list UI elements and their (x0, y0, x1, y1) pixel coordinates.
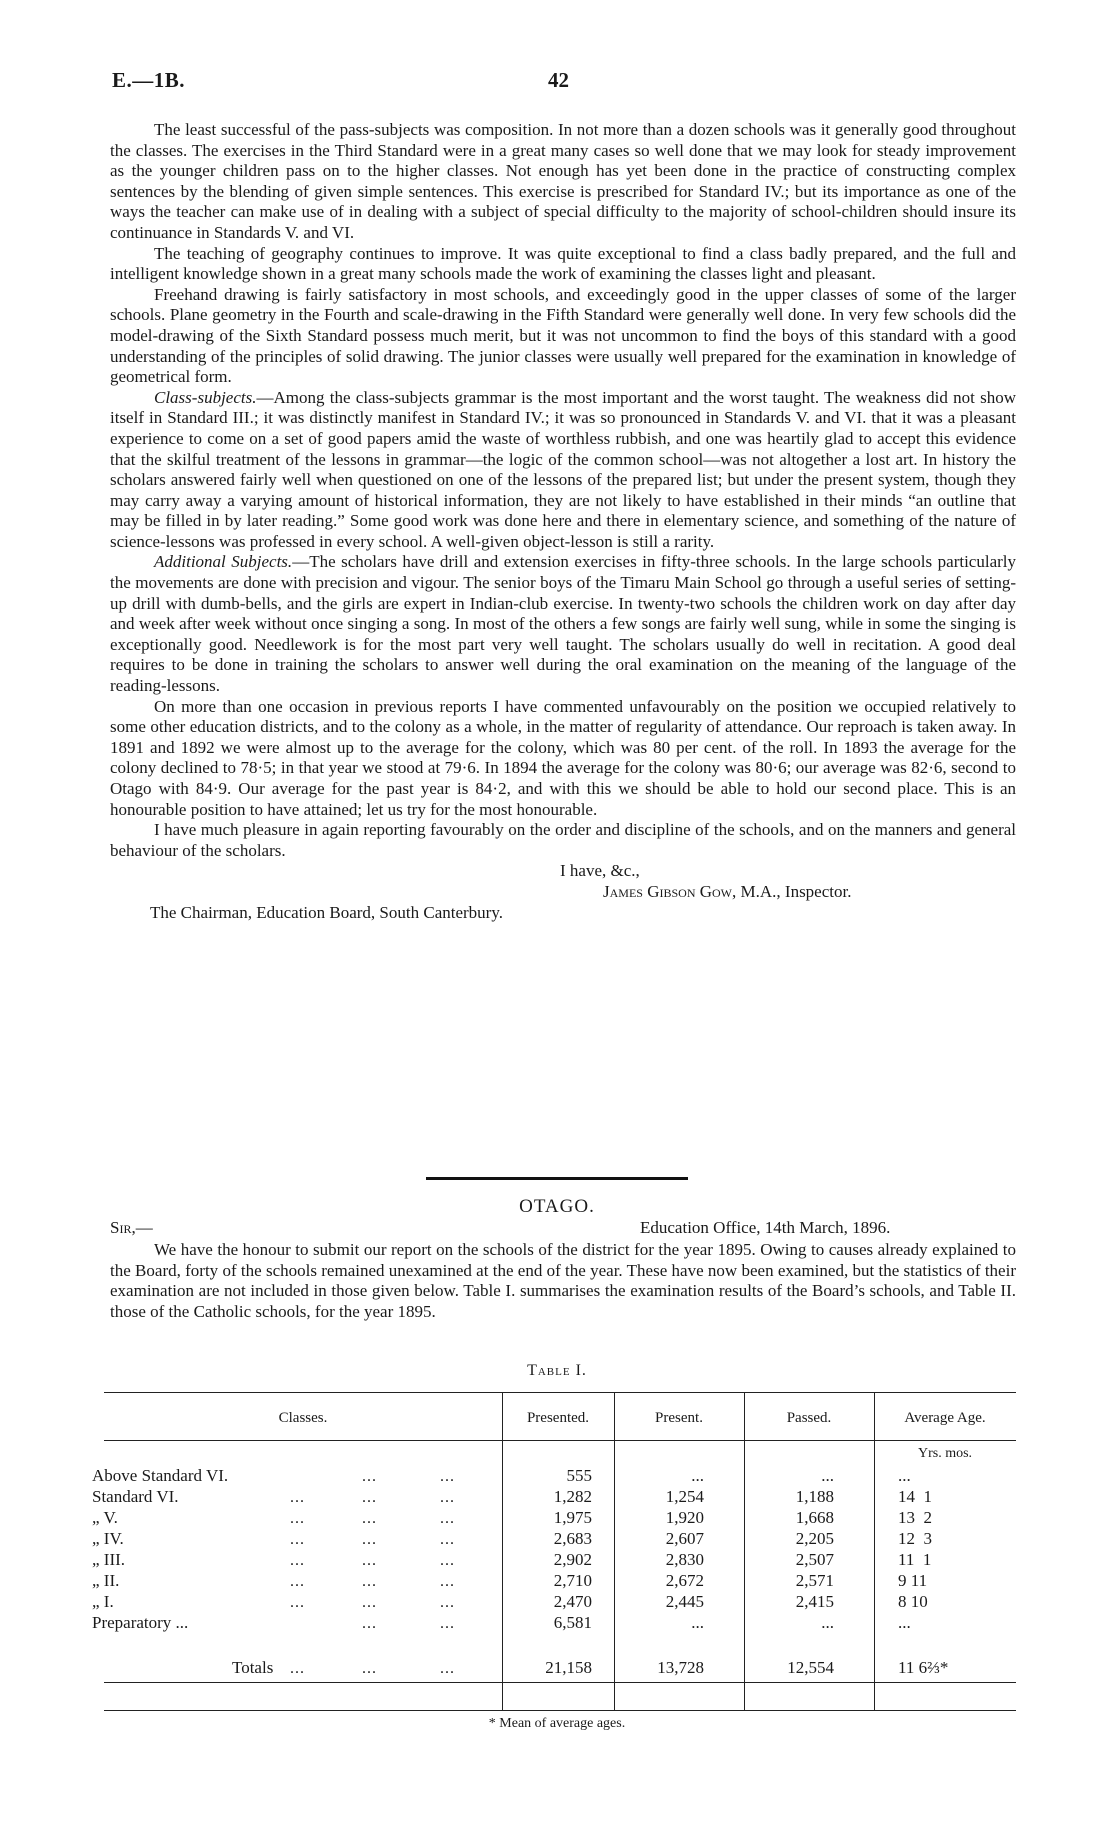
cell-presented: 555 (566, 1466, 592, 1485)
cell-passed: ... (821, 1613, 834, 1632)
section-divider (426, 1177, 688, 1180)
class-subjects-text: —Among the class-subjects grammar is the most important and the worst taught. The weakness did not show itself in Standard III.; it was distinctly manifest in Standard IV.; it was so pronounced in Standards V. and VI. that it was a pleasant experience to come on a set of good papers amid the waste of worthless rubbish, and one was heartily glad to accept this evidence that the skilful treatment of the lessons in grammar—the logic of the common school—was not altogether a lost art. In history the scholars answered fairly well when questioned on one of the lessons of the prepared list; but under the present system, though they may carry away a varying amount of historical information, they are not likely to have established in their minds “an outline that may be filled in by later reading.” Some good work was done here and there in elementary science, and something of the nature of science-lessons was professed in every school. A well-given object-lesson is still a rarity. (110, 387, 1016, 551)
page-number: 42 (548, 68, 569, 92)
cell-average-age: 13 2 (898, 1508, 932, 1527)
signature-title: , M.A., Inspector. (732, 881, 852, 901)
paragraph-geography: The teaching of geography continues to improve. It was quite exceptional to find a class badly prepared, and the full and intelligent knowledge shown in a great many schools made the work of examining the classes light and pleasant. (110, 243, 1016, 284)
paragraph-discipline: I have much pleasure in again reporting favourably on the order and discipline of the schools, and on the manners and general behaviour of the scholars. (110, 820, 1016, 860)
leader-dots: ... (440, 1552, 455, 1569)
header-presented: Presented. (526, 1410, 590, 1426)
cell-average-age: ... (898, 1613, 911, 1632)
row-label: „ V. (92, 1508, 118, 1527)
dateline: Education Office, 14th March, 1896. (640, 1218, 891, 1237)
cell-present: ... (691, 1466, 704, 1485)
cell-presented: 2,710 (553, 1571, 592, 1590)
row-label: „ I. (92, 1592, 114, 1611)
header-average-age: Average Age. (904, 1410, 986, 1426)
cell-present: 2,607 (665, 1529, 704, 1548)
cell-presented: 2,470 (553, 1592, 592, 1611)
otago-intro-paragraph: We have the honour to submit our report on the schools of the district for the year 1895. Owing to causes already explained to the Board, forty of the schools remained unexamined at the end of the year. These have now been examined, but the statistics of their examination are not included in those given below. Table I. summarises the examination results of the Board’s schools, and Table II. those of the Catholic schools, for the year 1895. (110, 1240, 1016, 1321)
cell-presented: 2,683 (553, 1529, 592, 1548)
signature-name: James Gibson Gow (603, 881, 733, 901)
cell-present: 2,830 (665, 1550, 704, 1569)
paragraph-class-subjects (110, 388, 1016, 553)
table-caption: Table I. (527, 1362, 587, 1379)
cell-present: 2,672 (665, 1571, 704, 1590)
leader-dots: ... (440, 1615, 455, 1632)
totals-passed: 12,554 (787, 1658, 834, 1677)
table-footnote: * Mean of average ages. (488, 1716, 626, 1731)
section-code: E.—1B. (112, 68, 186, 92)
leader-dots: ... (440, 1594, 455, 1611)
header-present: Present. (655, 1410, 703, 1426)
cell-presented: 6,581 (553, 1613, 592, 1632)
cell-presented: 2,902 (553, 1550, 592, 1569)
leader-dots: ... (362, 1573, 377, 1590)
cell-passed: 1,668 (795, 1508, 834, 1527)
cell-present: ... (691, 1613, 704, 1632)
totals-label: Totals (232, 1658, 274, 1677)
results-table (92, 1392, 1016, 1712)
leader-dots: ... (440, 1531, 455, 1548)
table-bottom-rule (104, 1710, 1016, 1711)
leader-dots: ... (362, 1552, 377, 1569)
signature-closing: I have, &c., (560, 861, 640, 881)
cell-average-age: 9 11 (898, 1571, 928, 1590)
totals-age: 11 6⅔* (898, 1658, 949, 1677)
row-label: Above Standard VI. (92, 1466, 229, 1485)
leader-dots: ... (290, 1489, 305, 1506)
leader-dots: ... (362, 1489, 377, 1506)
cell-present: 2,445 (665, 1592, 704, 1611)
paragraph-attendance: On more than one occasion in previous reports I have commented unfavourably on the position we occupied relatively to some other education districts, and to the colony as a whole, in the matter of regularity of attendance. Our reproach is taken away. In 1891 and 1892 we were almost up to the average for the colony, which was 80 per cent. of the roll. In 1893 the average for the colony declined to 78·5; in that year we stood at 79·6. In 1894 the average for the colony was 80·6; our average was 82·6, second to Otago with 84·9. Our average for the past year is 84·2, and with this we should be able to hold our second place. This is an honourable position to have attained; let us try for the most honourable. (110, 696, 1016, 819)
leader-dots: ... (290, 1660, 305, 1677)
totals-presented: 21,158 (545, 1658, 592, 1677)
leader-dots: ... (290, 1594, 305, 1611)
leader-dots: ... (440, 1489, 455, 1506)
cell-average-age: ... (898, 1466, 911, 1485)
paragraph-additional-subjects (110, 552, 1016, 696)
cell-average-age: 14 1 (898, 1487, 932, 1506)
cell-average-age: 12 3 (898, 1529, 932, 1548)
cell-passed: ... (821, 1466, 834, 1485)
header-classes: Classes. (278, 1410, 328, 1426)
leader-dots: ... (362, 1510, 377, 1527)
paragraph-composition: The least successful of the pass-subjects was composition. In not more than a dozen schools was it generally good throughout the classes. The exercises in the Third Standard were in a great many cases so well done that we may look for steady improvement as the younger children pass on to the higher classes. Not enough has yet been done in the practice of constructing complex sentences by the blending of given simple sentences. This exercise is prescribed for Standard IV.; but its importance as one of the ways the teacher can make use of in dealing with a subject of special difficulty to the majority of school-children should insure its continuance in Standards V. and VI. (110, 120, 1016, 242)
row-label: „ IV. (92, 1529, 124, 1548)
row-label: „ II. (92, 1571, 120, 1590)
paragraph-drawing: Freehand drawing is fairly satisfactory in most schools, and exceedingly good in the upper classes of some of the larger schools. Plane geometry in the Fourth and scale-drawing in the Fifth Standard were generally well done. In very few schools did the model-drawing of the Sixth Standard possess much merit, but it was not uncommon to find the boys of this standard with a good understanding of the principles of solid drawing. The junior classes were usually well prepared for the examination in knowledge of geometrical form. (110, 284, 1016, 387)
leader-dots: ... (440, 1510, 455, 1527)
cell-present: 1,920 (665, 1508, 704, 1527)
cell-average-age: 11 1 (898, 1550, 932, 1569)
report-body (110, 120, 1016, 923)
cell-passed: 2,507 (795, 1550, 834, 1569)
additional-subjects-lead: Additional Subjects. (154, 552, 293, 572)
cell-average-age: 8 10 (898, 1592, 928, 1611)
column-divider (874, 1392, 875, 1710)
totals-present: 13,728 (657, 1658, 704, 1677)
leader-dots: ... (362, 1531, 377, 1548)
signature-line (110, 882, 1016, 903)
leader-dots: ... (290, 1531, 305, 1548)
leader-dots: ... (440, 1573, 455, 1590)
cell-passed: 2,205 (795, 1529, 834, 1548)
cell-present: 1,254 (665, 1487, 704, 1506)
leader-dots: ... (362, 1468, 377, 1485)
leader-dots: ... (290, 1510, 305, 1527)
leader-dots: ... (440, 1660, 455, 1677)
leader-dots: ... (362, 1660, 377, 1677)
table-top-rule (104, 1392, 1016, 1393)
leader-dots: ... (290, 1552, 305, 1569)
cell-passed: 2,415 (795, 1592, 834, 1611)
cell-presented: 1,975 (553, 1508, 592, 1527)
table-totals-rule (104, 1682, 1016, 1683)
cell-presented: 1,282 (553, 1487, 592, 1506)
salutation: Sir,— (110, 1218, 153, 1237)
table-header-rule (104, 1440, 1016, 1441)
leader-dots: ... (362, 1615, 377, 1632)
leader-dots: ... (362, 1594, 377, 1611)
age-units: Yrs. mos. (917, 1446, 973, 1461)
row-label: Preparatory ... (92, 1613, 189, 1632)
row-label: Standard VI. (92, 1487, 179, 1506)
class-subjects-lead: Class-subjects. (154, 387, 257, 407)
leader-dots: ... (440, 1468, 455, 1485)
leader-dots: ... (290, 1573, 305, 1590)
otago-heading: OTAGO. (519, 1196, 595, 1217)
additional-subjects-text: —The scholars have drill and extension exercises in fifty-three schools. In the large schools particularly the movements are done with precision and vigour. The senior boys of the Timaru Main School go through a useful series of setting-up drill with dumb-bells, and the girls are expert in Indian-club exercise. In twenty-two schools the children work on day after day and week after week without once singing a song. In most of the others a few songs are fairly well sung, while in some the singing is exceptionally good. Needlework is for the most part very well taught. The scholars usually do well in recitation. A good deal requires to be done in training the scholars to answer well during the oral examination on the meaning of the language of the reading-lessons. (110, 552, 1016, 696)
cell-passed: 2,571 (795, 1571, 834, 1590)
addressee: The Chairman, Education Board, South Canterbury. (150, 902, 503, 922)
header-passed: Passed. (786, 1410, 832, 1426)
otago-intro (110, 1240, 1016, 1322)
row-label: „ III. (92, 1550, 126, 1569)
cell-passed: 1,188 (795, 1487, 834, 1506)
